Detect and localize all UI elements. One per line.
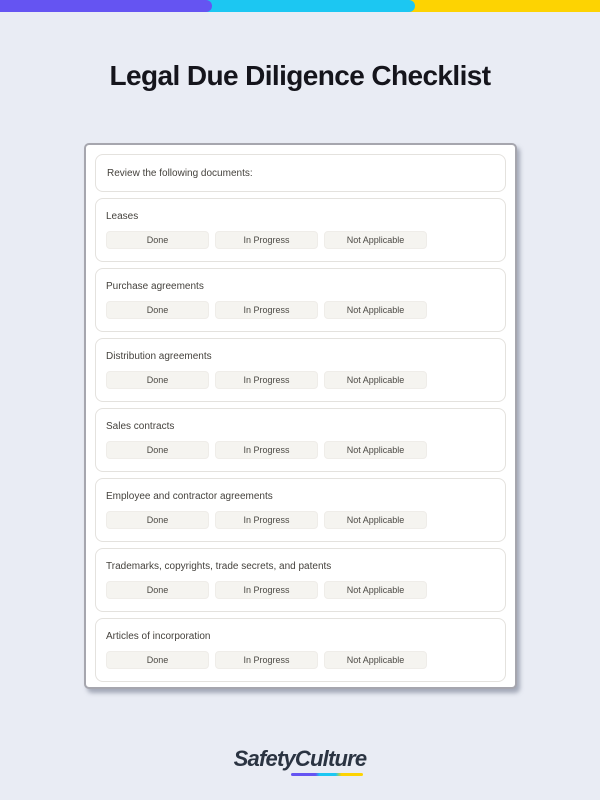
status-button-row — [106, 301, 495, 319]
yellow-bar-segment — [401, 0, 600, 12]
not-applicable-button[interactable]: Not Applicable — [324, 651, 427, 669]
status-button-row — [106, 441, 495, 459]
status-button-row — [106, 371, 495, 389]
item-label: Articles of incorporation — [106, 631, 211, 642]
item-label: Trademarks, copyrights, trade secrets, and patents — [106, 561, 332, 572]
done-button[interactable]: Done — [106, 441, 209, 459]
purple-bar-segment — [0, 0, 212, 12]
cyan-bar-segment — [199, 0, 415, 12]
done-button[interactable]: Done — [106, 651, 209, 669]
checklist-item-distribution-agreements — [95, 338, 506, 402]
in-progress-button[interactable]: In Progress — [215, 581, 318, 599]
in-progress-button[interactable]: In Progress — [215, 441, 318, 459]
in-progress-button[interactable]: In Progress — [215, 231, 318, 249]
status-button-row — [106, 581, 495, 599]
safetyculture-logo — [234, 746, 367, 776]
checklist-card — [84, 143, 517, 689]
done-button[interactable]: Done — [106, 231, 209, 249]
not-applicable-button[interactable]: Not Applicable — [324, 441, 427, 459]
not-applicable-button[interactable]: Not Applicable — [324, 301, 427, 319]
page-title: Legal Due Diligence Checklist — [109, 60, 491, 91]
not-applicable-button[interactable]: Not Applicable — [324, 371, 427, 389]
done-button[interactable]: Done — [106, 511, 209, 529]
instruction-section — [95, 154, 506, 192]
logo-gradient-underline — [291, 773, 363, 776]
status-button-row — [106, 511, 495, 529]
item-label: Distribution agreements — [106, 351, 212, 362]
in-progress-button[interactable]: In Progress — [215, 511, 318, 529]
in-progress-button[interactable]: In Progress — [215, 301, 318, 319]
checklist-item-leases — [95, 198, 506, 262]
status-button-row — [106, 651, 495, 669]
safetyculture-logo-text: SafetyCulture — [233, 746, 367, 771]
in-progress-button[interactable]: In Progress — [215, 371, 318, 389]
checklist-item-employee-contractor-agreements — [95, 478, 506, 542]
top-accent-bar — [0, 0, 600, 12]
done-button[interactable]: Done — [106, 581, 209, 599]
checklist-item-purchase-agreements — [95, 268, 506, 332]
instruction-text: Review the following documents: — [107, 167, 253, 179]
not-applicable-button[interactable]: Not Applicable — [324, 581, 427, 599]
item-label: Leases — [106, 211, 139, 222]
not-applicable-button[interactable]: Not Applicable — [324, 511, 427, 529]
footer — [0, 746, 600, 776]
not-applicable-button[interactable]: Not Applicable — [324, 231, 427, 249]
item-label: Employee and contractor agreements — [106, 491, 273, 502]
done-button[interactable]: Done — [106, 301, 209, 319]
done-button[interactable]: Done — [106, 371, 209, 389]
item-label: Purchase agreements — [106, 281, 204, 292]
checklist-item-sales-contracts — [95, 408, 506, 472]
status-button-row — [106, 231, 495, 249]
item-label: Sales contracts — [106, 421, 175, 432]
in-progress-button[interactable]: In Progress — [215, 651, 318, 669]
checklist-item-trademarks-patents — [95, 548, 506, 612]
checklist-item-articles-of-incorporation — [95, 618, 506, 682]
